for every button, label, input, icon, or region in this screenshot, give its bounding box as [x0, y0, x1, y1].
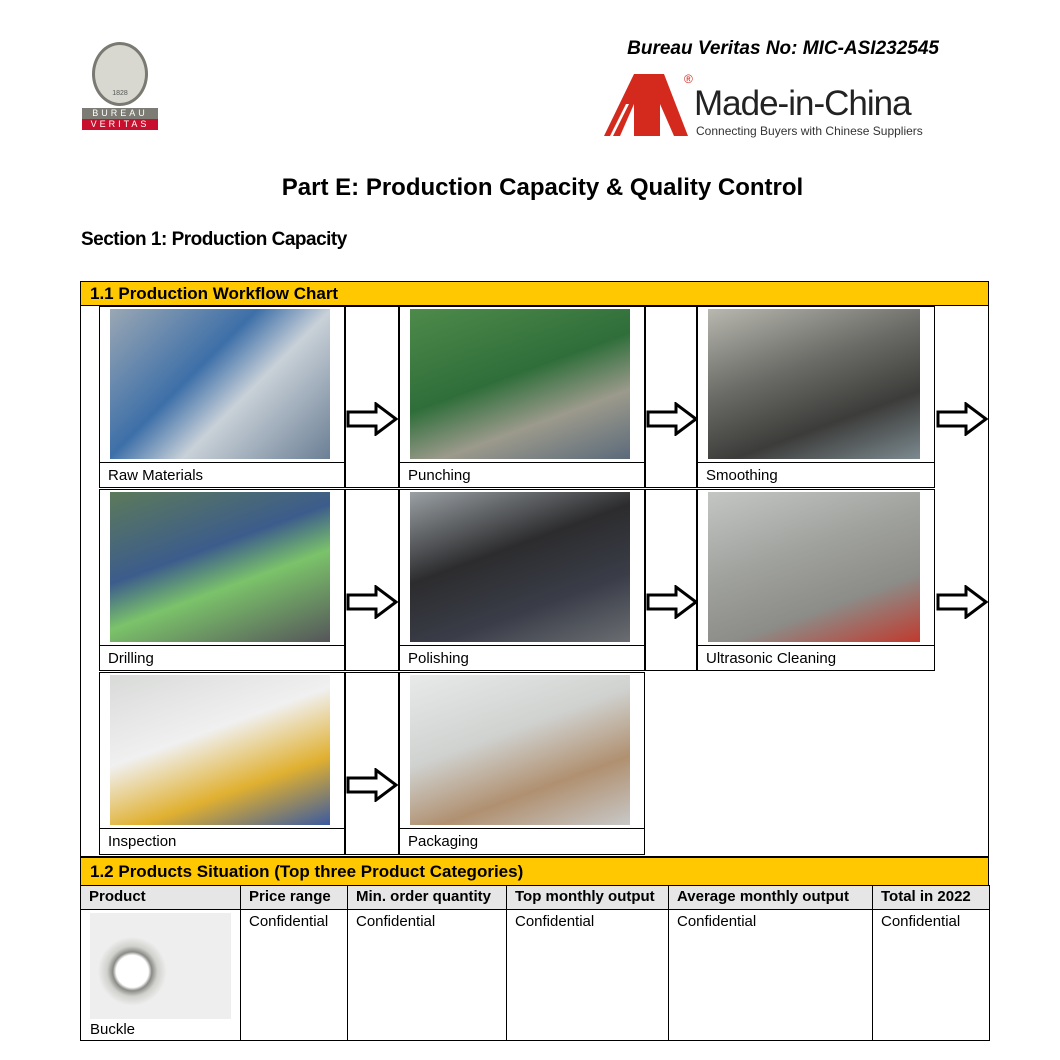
arrow-cell	[645, 306, 697, 488]
workflow-photo	[708, 309, 920, 459]
registered-mark: ®	[684, 72, 693, 86]
workflow-photo	[410, 675, 630, 825]
arrow-cell	[345, 672, 399, 855]
table-cell	[80, 909, 241, 1041]
arrow-right-icon	[936, 402, 988, 436]
workflow-photo-cell	[99, 306, 345, 463]
column-header: Price range	[240, 885, 348, 910]
arrow-cell	[345, 306, 399, 488]
column-header: Average monthly output	[668, 885, 873, 910]
workflow-photo	[410, 309, 630, 459]
table-cell: Confidential	[347, 909, 507, 1041]
products-heading: 1.2 Products Situation (Top three Product Categories)	[80, 857, 989, 886]
workflow-photo	[110, 309, 330, 459]
workflow-photo-cell	[399, 672, 645, 829]
arrow-right-icon	[346, 402, 398, 436]
workflow-step-label: Punching	[399, 462, 645, 488]
table-cell: Confidential	[668, 909, 873, 1041]
workflow-photo-cell	[399, 306, 645, 463]
workflow-step-label: Smoothing	[697, 462, 935, 488]
column-header: Product	[80, 885, 241, 910]
workflow-photo-cell	[99, 489, 345, 646]
table-cell: Confidential	[506, 909, 669, 1041]
arrow-right-icon	[936, 585, 988, 619]
bv-logo-bottom: VERITAS	[82, 119, 158, 130]
bureau-veritas-number: Bureau Veritas No: MIC-ASI232545	[627, 38, 939, 59]
workflow-step-label: Polishing	[399, 645, 645, 671]
workflow-photo	[110, 492, 330, 642]
product-name: Buckle	[90, 1021, 136, 1038]
made-in-china-name: Made-in-China	[694, 84, 911, 123]
page-title: Part E: Production Capacity & Quality Control	[281, 174, 804, 201]
bureau-veritas-seal-icon	[92, 42, 148, 106]
workflow-photo-cell	[697, 489, 935, 646]
workflow-step-label: Drilling	[99, 645, 345, 671]
arrow-right-icon	[346, 585, 398, 619]
workflow-step-label: Inspection	[99, 828, 345, 855]
bv-logo-top: BUREAU	[82, 108, 158, 119]
arrow-cell	[345, 489, 399, 671]
made-in-china-tagline: Connecting Buyers with Chinese Suppliers	[696, 124, 923, 138]
arrow-cell	[645, 489, 697, 671]
buckle-photo	[90, 913, 231, 1019]
table-cell: Confidential	[872, 909, 990, 1041]
workflow-photo	[410, 492, 630, 642]
workflow-step-label: Ultrasonic Cleaning	[697, 645, 935, 671]
workflow-photo	[110, 675, 330, 825]
made-in-china-logo-icon	[604, 74, 688, 136]
workflow-photo-cell	[99, 672, 345, 829]
workflow-photo-cell	[399, 489, 645, 646]
workflow-photo	[708, 492, 920, 642]
column-header: Total in 2022	[872, 885, 990, 910]
column-header: Min. order quantity	[347, 885, 507, 910]
workflow-heading: 1.1 Production Workflow Chart	[80, 281, 989, 306]
workflow-photo-cell	[697, 306, 935, 463]
workflow-step-label: Raw Materials	[99, 462, 345, 488]
arrow-right-icon	[646, 402, 698, 436]
section-title: Section 1: Production Capacity	[81, 229, 347, 250]
column-header: Top monthly output	[506, 885, 669, 910]
table-cell: Confidential	[240, 909, 348, 1041]
arrow-right-icon	[346, 768, 398, 802]
bv-year: 1828	[112, 90, 128, 97]
workflow-step-label: Packaging	[399, 828, 645, 855]
arrow-right-icon	[646, 585, 698, 619]
